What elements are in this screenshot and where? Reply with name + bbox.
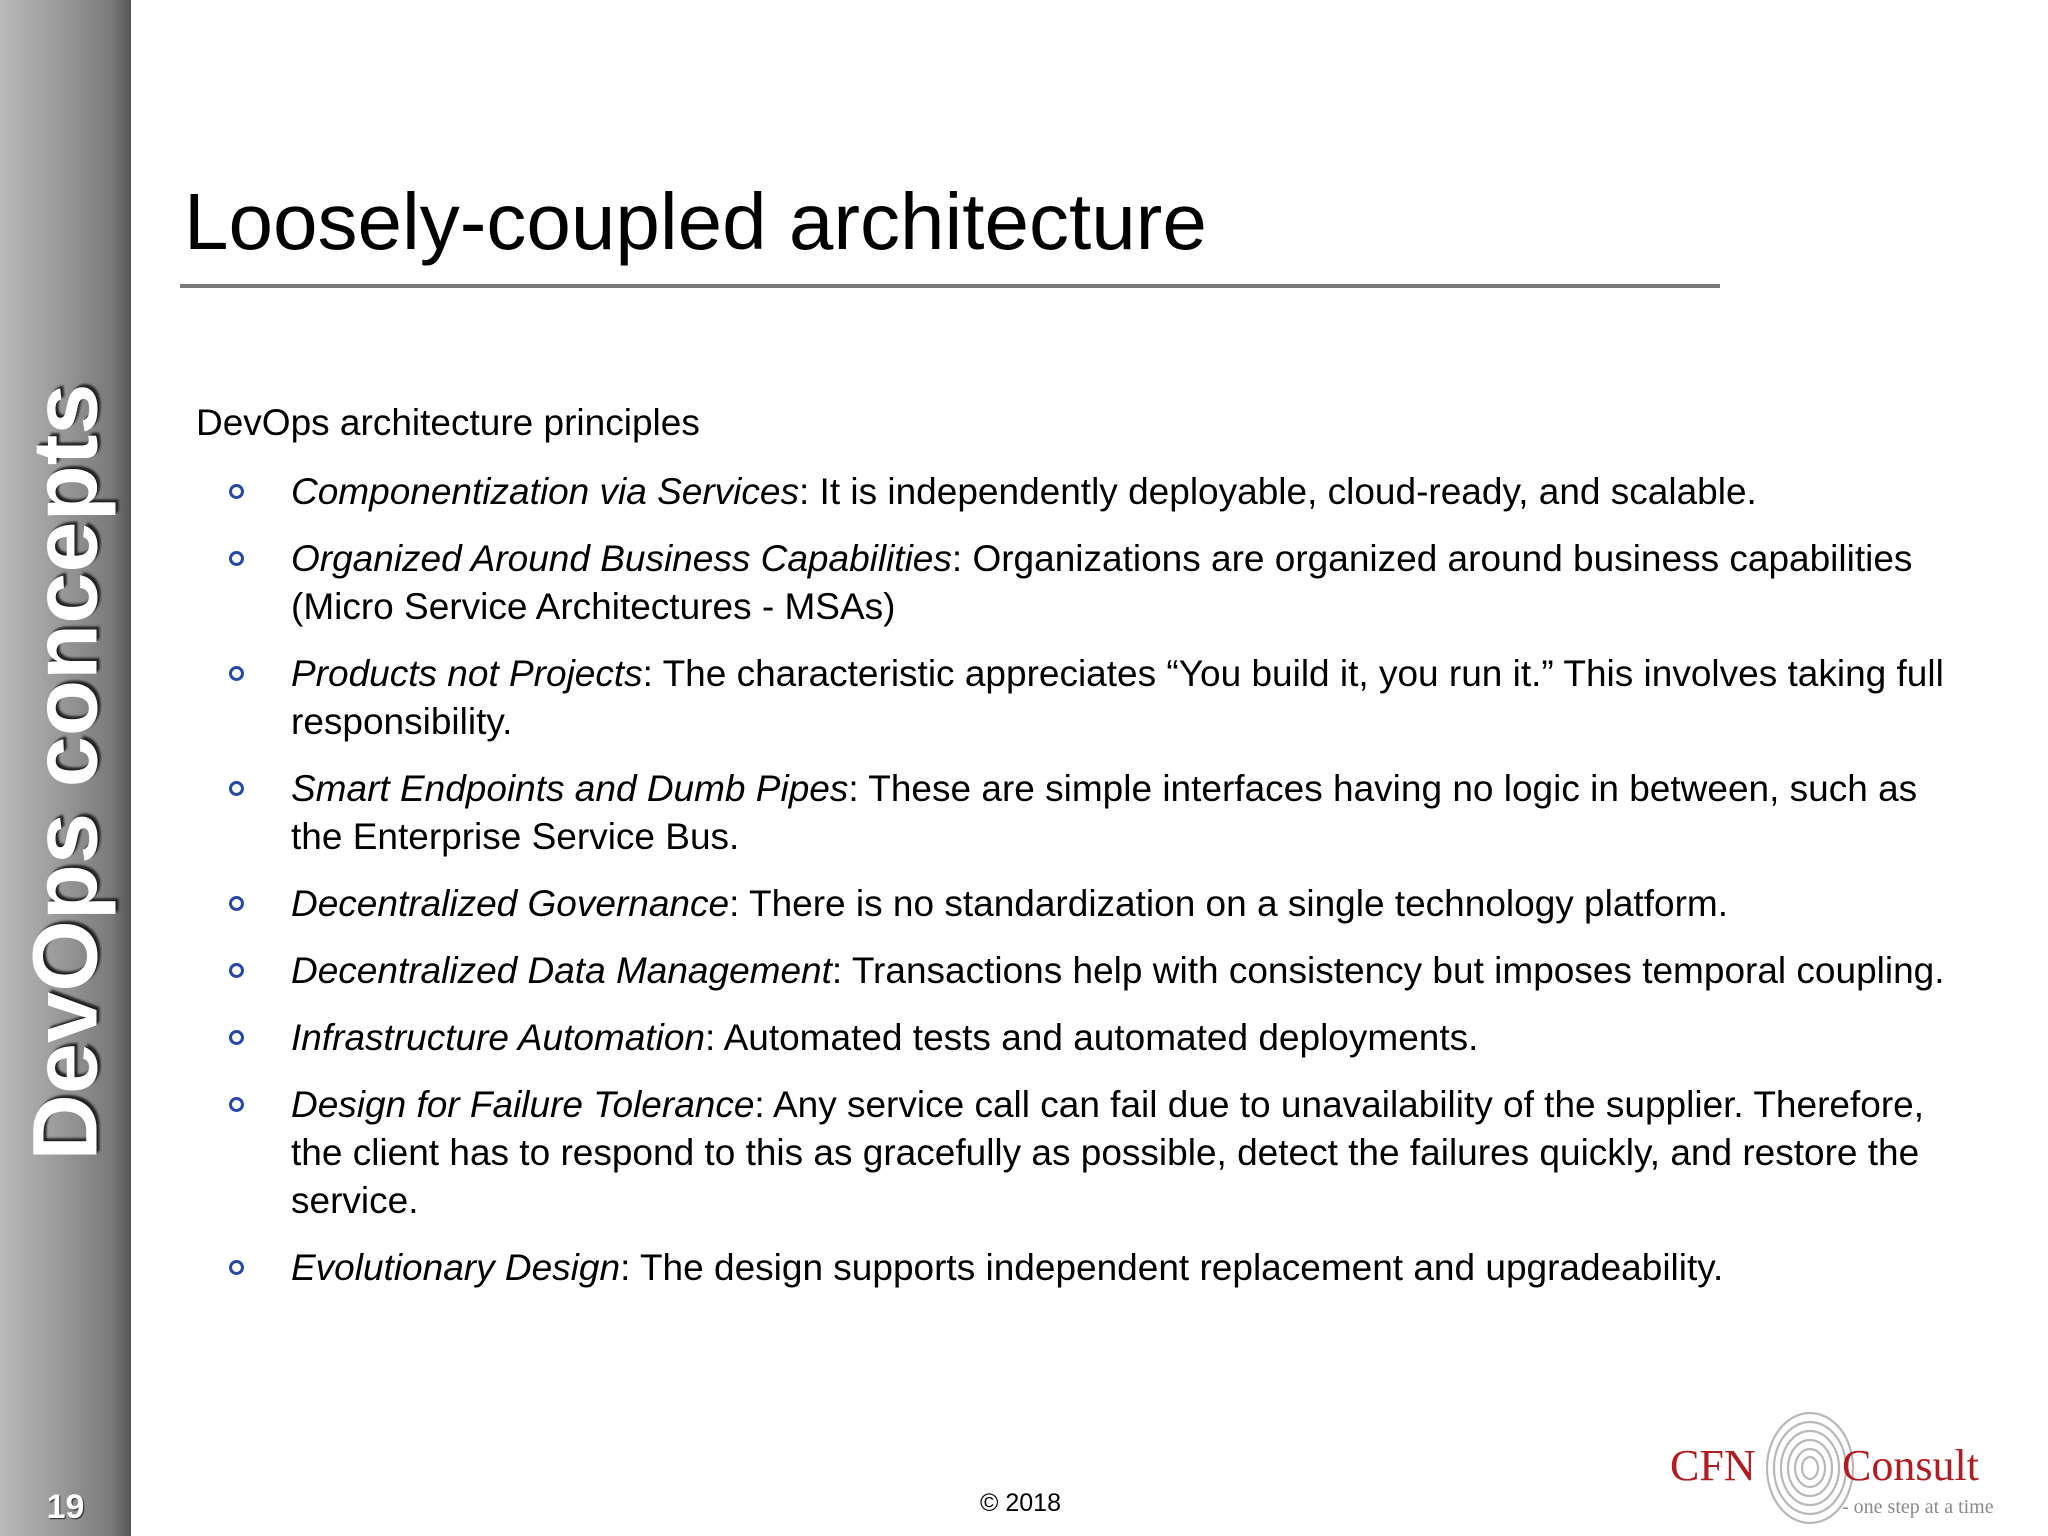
principle-text: : There is no standardization on a single technology platform. xyxy=(729,883,1728,924)
copyright: © 2018 xyxy=(980,1489,1061,1517)
bullet-circle-icon xyxy=(229,484,244,499)
principle-text: : Any service call can fail due to unavailability of the supplier. Therefore, the client has to respond to this as gracefully as possible, detect the failures quickly, and restore the service. xyxy=(291,1084,1925,1221)
bullet-circle-icon xyxy=(229,963,244,978)
logo-tagline: - one step at a time xyxy=(1842,1496,1994,1518)
principle-text: : Transactions help with consistency but imposes temporal coupling. xyxy=(831,950,1945,991)
principle-text: : Automated tests and automated deployments. xyxy=(705,1017,1479,1058)
bullet-circle-icon xyxy=(229,666,244,681)
principle-term: Decentralized Governance xyxy=(291,883,730,924)
principle-term: Decentralized Data Management xyxy=(291,950,832,991)
logo-cfn-text: CFN xyxy=(1670,1441,1756,1490)
principle-text: : It is independently deployable, cloud-ready, and scalable. xyxy=(798,471,1757,512)
principle-term: Infrastructure Automation xyxy=(291,1017,706,1058)
bullet-circle-icon xyxy=(229,1260,244,1275)
list-item xyxy=(0,880,1960,928)
principle-term: Design for Failure Tolerance xyxy=(291,1084,755,1125)
company-logo xyxy=(1670,1400,2030,1530)
bullet-circle-icon xyxy=(229,1030,244,1045)
bullet-circle-icon xyxy=(229,551,244,566)
principle-term: Products not Projects xyxy=(291,653,643,694)
list-item xyxy=(0,947,1960,995)
bullet-circle-icon xyxy=(229,781,244,796)
page-number: 19 xyxy=(46,1488,85,1526)
intro-heading: DevOps architecture principles xyxy=(196,402,700,443)
list-item xyxy=(0,1014,1960,1062)
bullet-circle-icon xyxy=(229,1097,244,1112)
principles-list xyxy=(0,468,1960,1311)
list-item xyxy=(0,650,1960,746)
list-item xyxy=(0,765,1960,861)
list-item xyxy=(0,468,1960,516)
logo-consult-text: Consult xyxy=(1842,1441,1979,1490)
slide-title: Loosely-coupled architecture xyxy=(184,177,1207,266)
principle-term: Smart Endpoints and Dumb Pipes xyxy=(291,768,849,809)
bullet-circle-icon xyxy=(229,896,244,911)
principle-text: : These are simple interfaces having no logic in between, such as the Enterprise Service Bus. xyxy=(291,768,1918,857)
principle-term: Componentization via Services xyxy=(291,471,799,512)
title-divider xyxy=(180,284,1720,288)
principle-term: Evolutionary Design xyxy=(291,1247,621,1288)
principle-text: : The characteristic appreciates “You build it, you run it.” This involves taking full responsibility. xyxy=(291,653,1944,742)
list-item xyxy=(0,1081,1960,1225)
list-item xyxy=(0,1244,1960,1292)
principle-text: : The design supports independent replacement and upgradeability. xyxy=(620,1247,1724,1288)
sidebar-title: DevOps concepts xyxy=(14,383,117,1161)
principle-text: : Organizations are organized around business capabilities (Micro Service Architectures - MSAs) xyxy=(291,538,1913,627)
list-item xyxy=(0,535,1960,631)
principle-term: Organized Around Business Capabilities xyxy=(291,538,952,579)
